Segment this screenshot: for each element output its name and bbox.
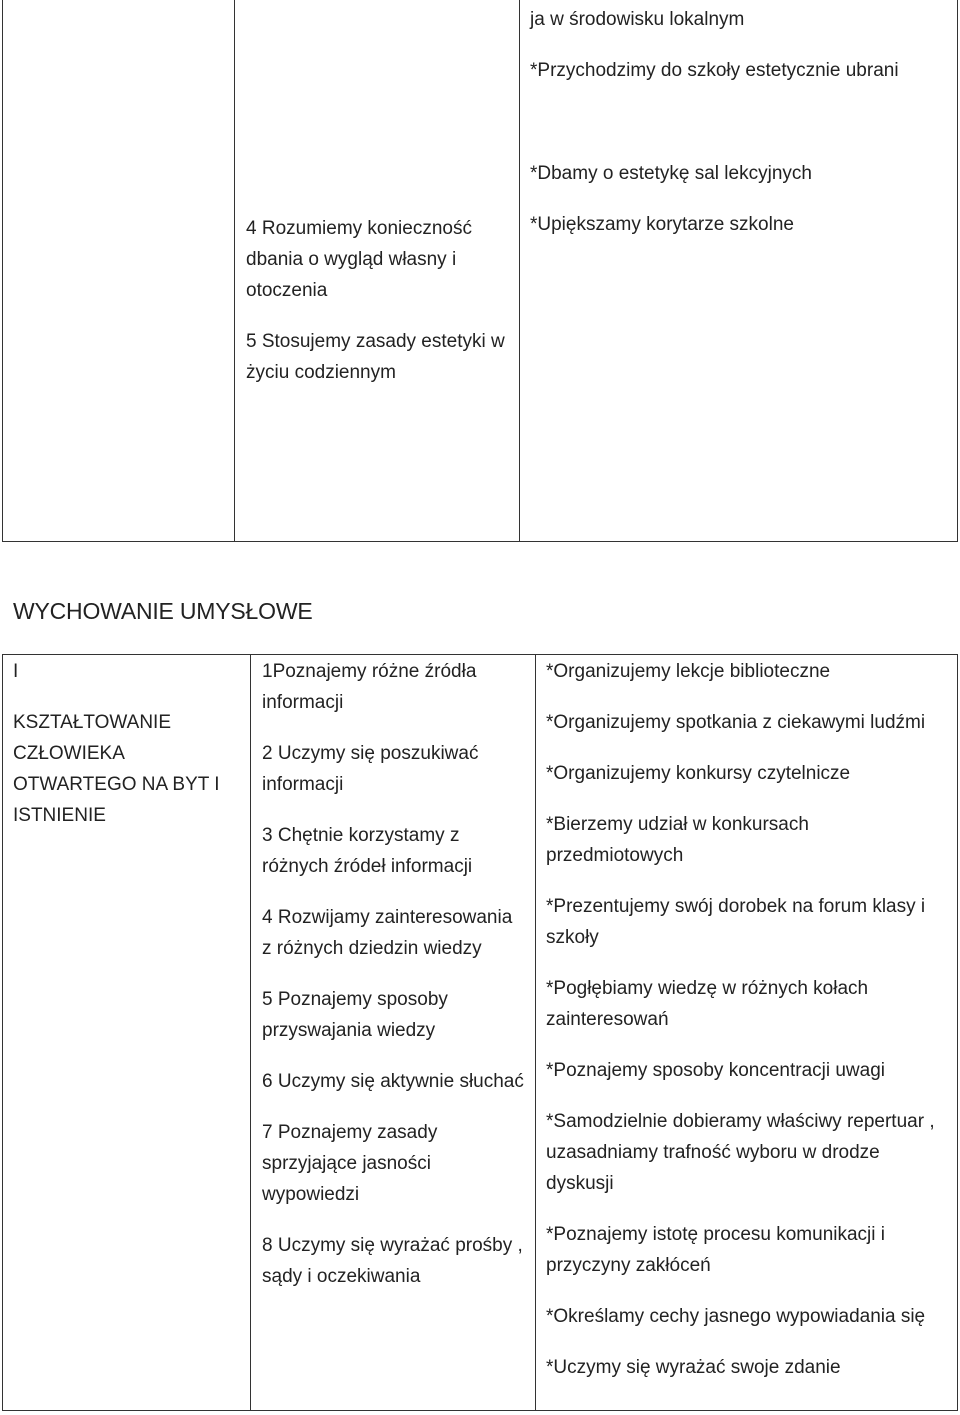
task-item: *Bierzemy udział w konkursach przedmiotowych: [546, 814, 809, 866]
task-item: *Prezentujemy swój dorobek na forum klasy i szkoły: [546, 896, 926, 948]
goal-item: 4 Rozumiemy konieczność dbania o wygląd własny i otoczenia: [246, 218, 472, 301]
goal-item: 3 Chętnie korzystamy z różnych źródeł informacji: [262, 825, 473, 877]
goal-item: 8 Uczymy się wyrażać prośby , sądy i oczekiwania: [262, 1235, 523, 1287]
task-item: *Organizujemy lekcje biblioteczne: [546, 661, 831, 682]
tasks-cell: [536, 655, 958, 1411]
goal-item: 1Poznajemy różne źródła informacji: [262, 661, 477, 713]
task-item: *Upiększamy korytarze szkolne: [530, 214, 794, 235]
area-title: KSZTAŁTOWANIE CZŁOWIEKA OTWARTEGO NA BYT I ISTNIENIE: [13, 712, 220, 826]
goals-cell: [251, 655, 536, 1411]
task-item: *Pogłębiamy wiedzę w różnych kołach zainteresowań: [546, 978, 869, 1030]
area-number: I: [13, 661, 19, 682]
task-item: *Organizujemy spotkania z ciekawymi ludźmi: [546, 712, 926, 733]
top-col-area: [3, 0, 235, 542]
area-cell: [3, 655, 251, 1411]
task-item: *Uczymy się wyrażać swoje zdanie: [546, 1357, 841, 1378]
task-item: *Samodzielnie dobieramy właściwy repertuar , uzasadniamy trafność wyboru w drodze dyskusji: [546, 1111, 935, 1194]
goal-item: 4 Rozwijamy zainteresowania z różnych dziedzin wiedzy: [262, 907, 513, 959]
goal-item: 7 Poznajemy zasady sprzyjające jasności wypowiedzi: [262, 1122, 438, 1205]
goal-item: 5 Stosujemy zasady estetyki w życiu codziennym: [246, 331, 505, 383]
task-item: *Przychodzimy do szkoły estetycznie ubrani: [530, 60, 899, 81]
bottom-table: [2, 654, 958, 1411]
top-table: [2, 0, 958, 542]
top-col-goals: [235, 0, 520, 542]
task-item: *Określamy cechy jasnego wypowiadania się: [546, 1306, 926, 1327]
top-col-tasks: [520, 0, 958, 542]
task-item: *Poznajemy istotę procesu komunikacji i przyczyny zakłóceń: [546, 1224, 885, 1276]
task-item: *Poznajemy sposoby koncentracji uwagi: [546, 1060, 886, 1081]
task-item: ja w środowisku lokalnym: [530, 9, 745, 30]
task-item: *Dbamy o estetykę sal lekcyjnych: [530, 163, 812, 184]
goal-item: 2 Uczymy się poszukiwać informacji: [262, 743, 479, 795]
goal-item: 6 Uczymy się aktywnie słuchać: [262, 1071, 524, 1092]
task-item: *Organizujemy konkursy czytelnicze: [546, 763, 851, 784]
goal-item: 5 Poznajemy sposoby przyswajania wiedzy: [262, 989, 448, 1041]
section-title: WYCHOWANIE UMYSŁOWE: [13, 598, 313, 624]
